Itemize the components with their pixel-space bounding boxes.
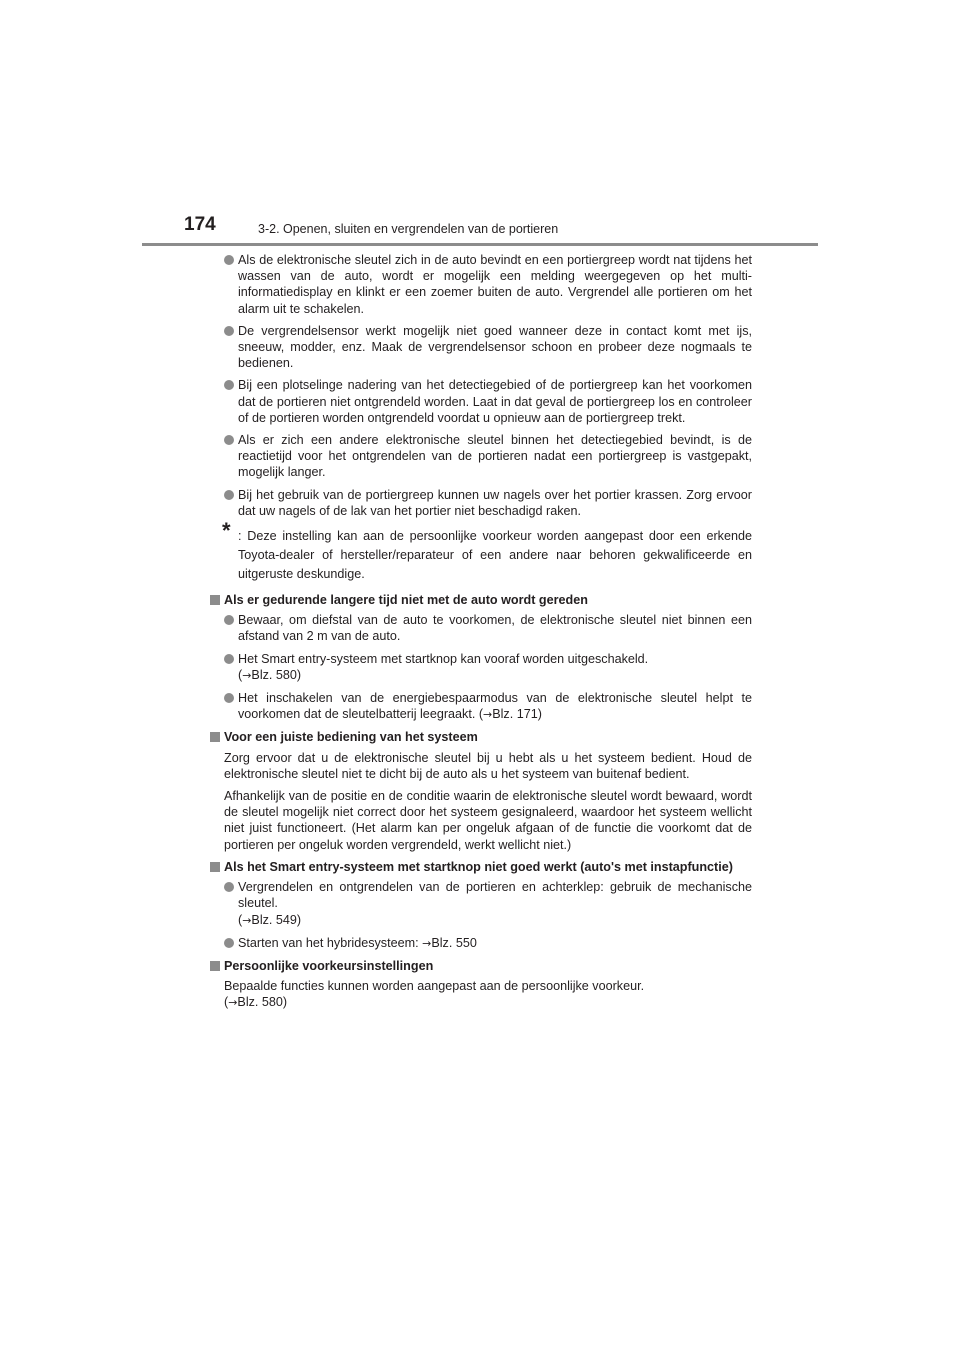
bullet-text: Starten van het hybridesysteem: bbox=[238, 935, 423, 950]
paren: ( bbox=[224, 995, 229, 1010]
bullet-text: Het inschakelen van de energiebespaarmodus van de elektronische sleutel helpt te voorkomen dat de sleutelbatterij leegraakt. ( bbox=[238, 691, 752, 722]
header-rule bbox=[142, 243, 818, 246]
bullet-icon bbox=[224, 435, 234, 445]
page-reference[interactable]: Blz. 580) bbox=[251, 667, 302, 682]
page-reference[interactable]: Blz. 580) bbox=[237, 995, 288, 1010]
bullet-text: Bij het gebruik van de portiergreep kunnen uw nagels over het portier krassen. Zorg ervoor dat uw nagels of de lak van het portier niet beschadigd raken. bbox=[238, 487, 752, 518]
bullet-text: De vergrendelsensor werkt mogelijk niet goed wanneer deze in contact komt met ijs, sneeuw, modder, enz. Maak de vergrendelsensor schoon en probeer deze nogmaals te bedienen. bbox=[238, 323, 752, 371]
heading-text: Voor een juiste bediening van het systeem bbox=[224, 730, 478, 745]
list-item bbox=[210, 377, 752, 426]
arrow-icon: → bbox=[228, 996, 238, 1010]
page-reference[interactable]: Blz. 171) bbox=[492, 707, 542, 722]
paragraph: Zorg ervoor dat u de elektronische sleutel bij u hebt als u het systeem bedient. Houd de elektronische sleutel niet te dicht bij de auto als u het systeem van buitenaf bedient. bbox=[224, 750, 752, 781]
bullet-text: Het Smart entry-systeem met startknop kan vooraf worden uitgeschakeld. bbox=[238, 651, 649, 666]
arrow-icon: → bbox=[483, 708, 493, 722]
bullet-text: Bewaar, om diefstal van de auto te voorkomen, de elektronische sleutel niet binnen een afstand van 2 m van de auto. bbox=[238, 613, 752, 644]
bullet-icon bbox=[224, 654, 234, 664]
page-reference[interactable]: Blz. 550 bbox=[431, 935, 477, 950]
list-item bbox=[210, 651, 752, 684]
square-bullet-icon bbox=[210, 961, 220, 971]
section-title: 3-2. Openen, sluiten en vergrendelen van de portieren bbox=[258, 222, 559, 236]
bullet-text: Bij een plotselinge nadering van het detectiegebied of de portiergreep kan het voorkomen dat de portieren niet ontgrendeld worden. Laat in dat geval de portiergreep los en controleer of de portieren worden ontgrendeld voordat u opnieuw aan de portiergreep trekt. bbox=[238, 378, 752, 425]
list-item bbox=[210, 690, 752, 723]
square-bullet-icon bbox=[210, 862, 220, 872]
heading-text: Als het Smart entry-systeem met startknop niet goed werkt (auto's met instapfunctie) bbox=[224, 859, 733, 874]
footnote-text: : Deze instelling kan aan de persoonlijke voorkeur worden aangepast door een erkende Toyota-dealer of hersteller/reparateur of een andere naar behoren gekwalificeerde en uitgeruste deskundige. bbox=[238, 529, 752, 582]
page-number: 174 bbox=[184, 214, 216, 235]
bullet-icon bbox=[224, 615, 234, 625]
bullet-text: Als de elektronische sleutel zich in de auto bevindt en een portiergreep wordt nat tijdens het wassen van de auto, wordt er mogelijk een melding weergegeven op het multi-informatiedisplay en klinkt er een zoemer buiten de auto. Vergrendel alle portieren om het alarm uit te schakelen. bbox=[238, 253, 752, 316]
footnote bbox=[210, 518, 752, 584]
paragraph bbox=[210, 978, 752, 1011]
page-content bbox=[210, 252, 752, 1018]
paren: ( bbox=[238, 912, 243, 927]
list-item bbox=[210, 432, 752, 481]
paragraph-text: Bepaalde functies kunnen worden aangepast aan de persoonlijke voorkeur. bbox=[224, 979, 645, 994]
heading-text: Persoonlijke voorkeursinstellingen bbox=[224, 958, 434, 973]
list-item bbox=[210, 252, 752, 317]
bullet-icon bbox=[224, 326, 234, 336]
list-item bbox=[210, 935, 752, 952]
section-heading bbox=[210, 592, 752, 608]
bullet-icon bbox=[224, 882, 234, 892]
bullet-text: Vergrendelen en ontgrendelen van de portieren en achterklep: gebruik de mechanische sleutel. bbox=[238, 880, 752, 911]
section-heading bbox=[210, 958, 752, 974]
bullet-icon bbox=[224, 255, 234, 265]
section-heading bbox=[210, 859, 752, 875]
square-bullet-icon bbox=[210, 595, 220, 605]
section-heading bbox=[210, 729, 752, 745]
list-item bbox=[210, 879, 752, 929]
arrow-icon: → bbox=[422, 936, 432, 950]
arrow-icon: → bbox=[242, 668, 252, 682]
heading-text: Als er gedurende langere tijd niet met de auto wordt gereden bbox=[224, 593, 588, 608]
bullet-icon bbox=[224, 938, 234, 948]
list-item bbox=[210, 612, 752, 644]
arrow-icon: → bbox=[242, 913, 252, 927]
list-item bbox=[210, 487, 752, 519]
paragraph: Afhankelijk van de positie en de conditie waarin de elektronische sleutel wordt bewaard, wordt de sleutel mogelijk niet correct door het systeem gesignaleerd, waardoor het systeem wellicht niet juist functioneert. (Het alarm kan per ongeluk afgaan of de functie die voorkomt dat de portieren per ongeluk worden vergrendeld, werkt wellicht niet.) bbox=[224, 789, 752, 852]
page-reference[interactable]: Blz. 549) bbox=[251, 912, 302, 927]
bullet-icon bbox=[224, 490, 234, 500]
list-item bbox=[210, 323, 752, 372]
paren: ( bbox=[238, 667, 243, 682]
bullet-text: Als er zich een andere elektronische sleutel binnen het detectiegebied bevindt, is de reactietijd voor het ontgrendelen van de portieren nadat een portiergreep is vastgepakt, mogelijk langer. bbox=[238, 433, 752, 480]
bullet-icon bbox=[224, 693, 234, 703]
asterisk-icon: * bbox=[222, 518, 231, 544]
bullet-icon bbox=[224, 380, 234, 390]
square-bullet-icon bbox=[210, 732, 220, 742]
